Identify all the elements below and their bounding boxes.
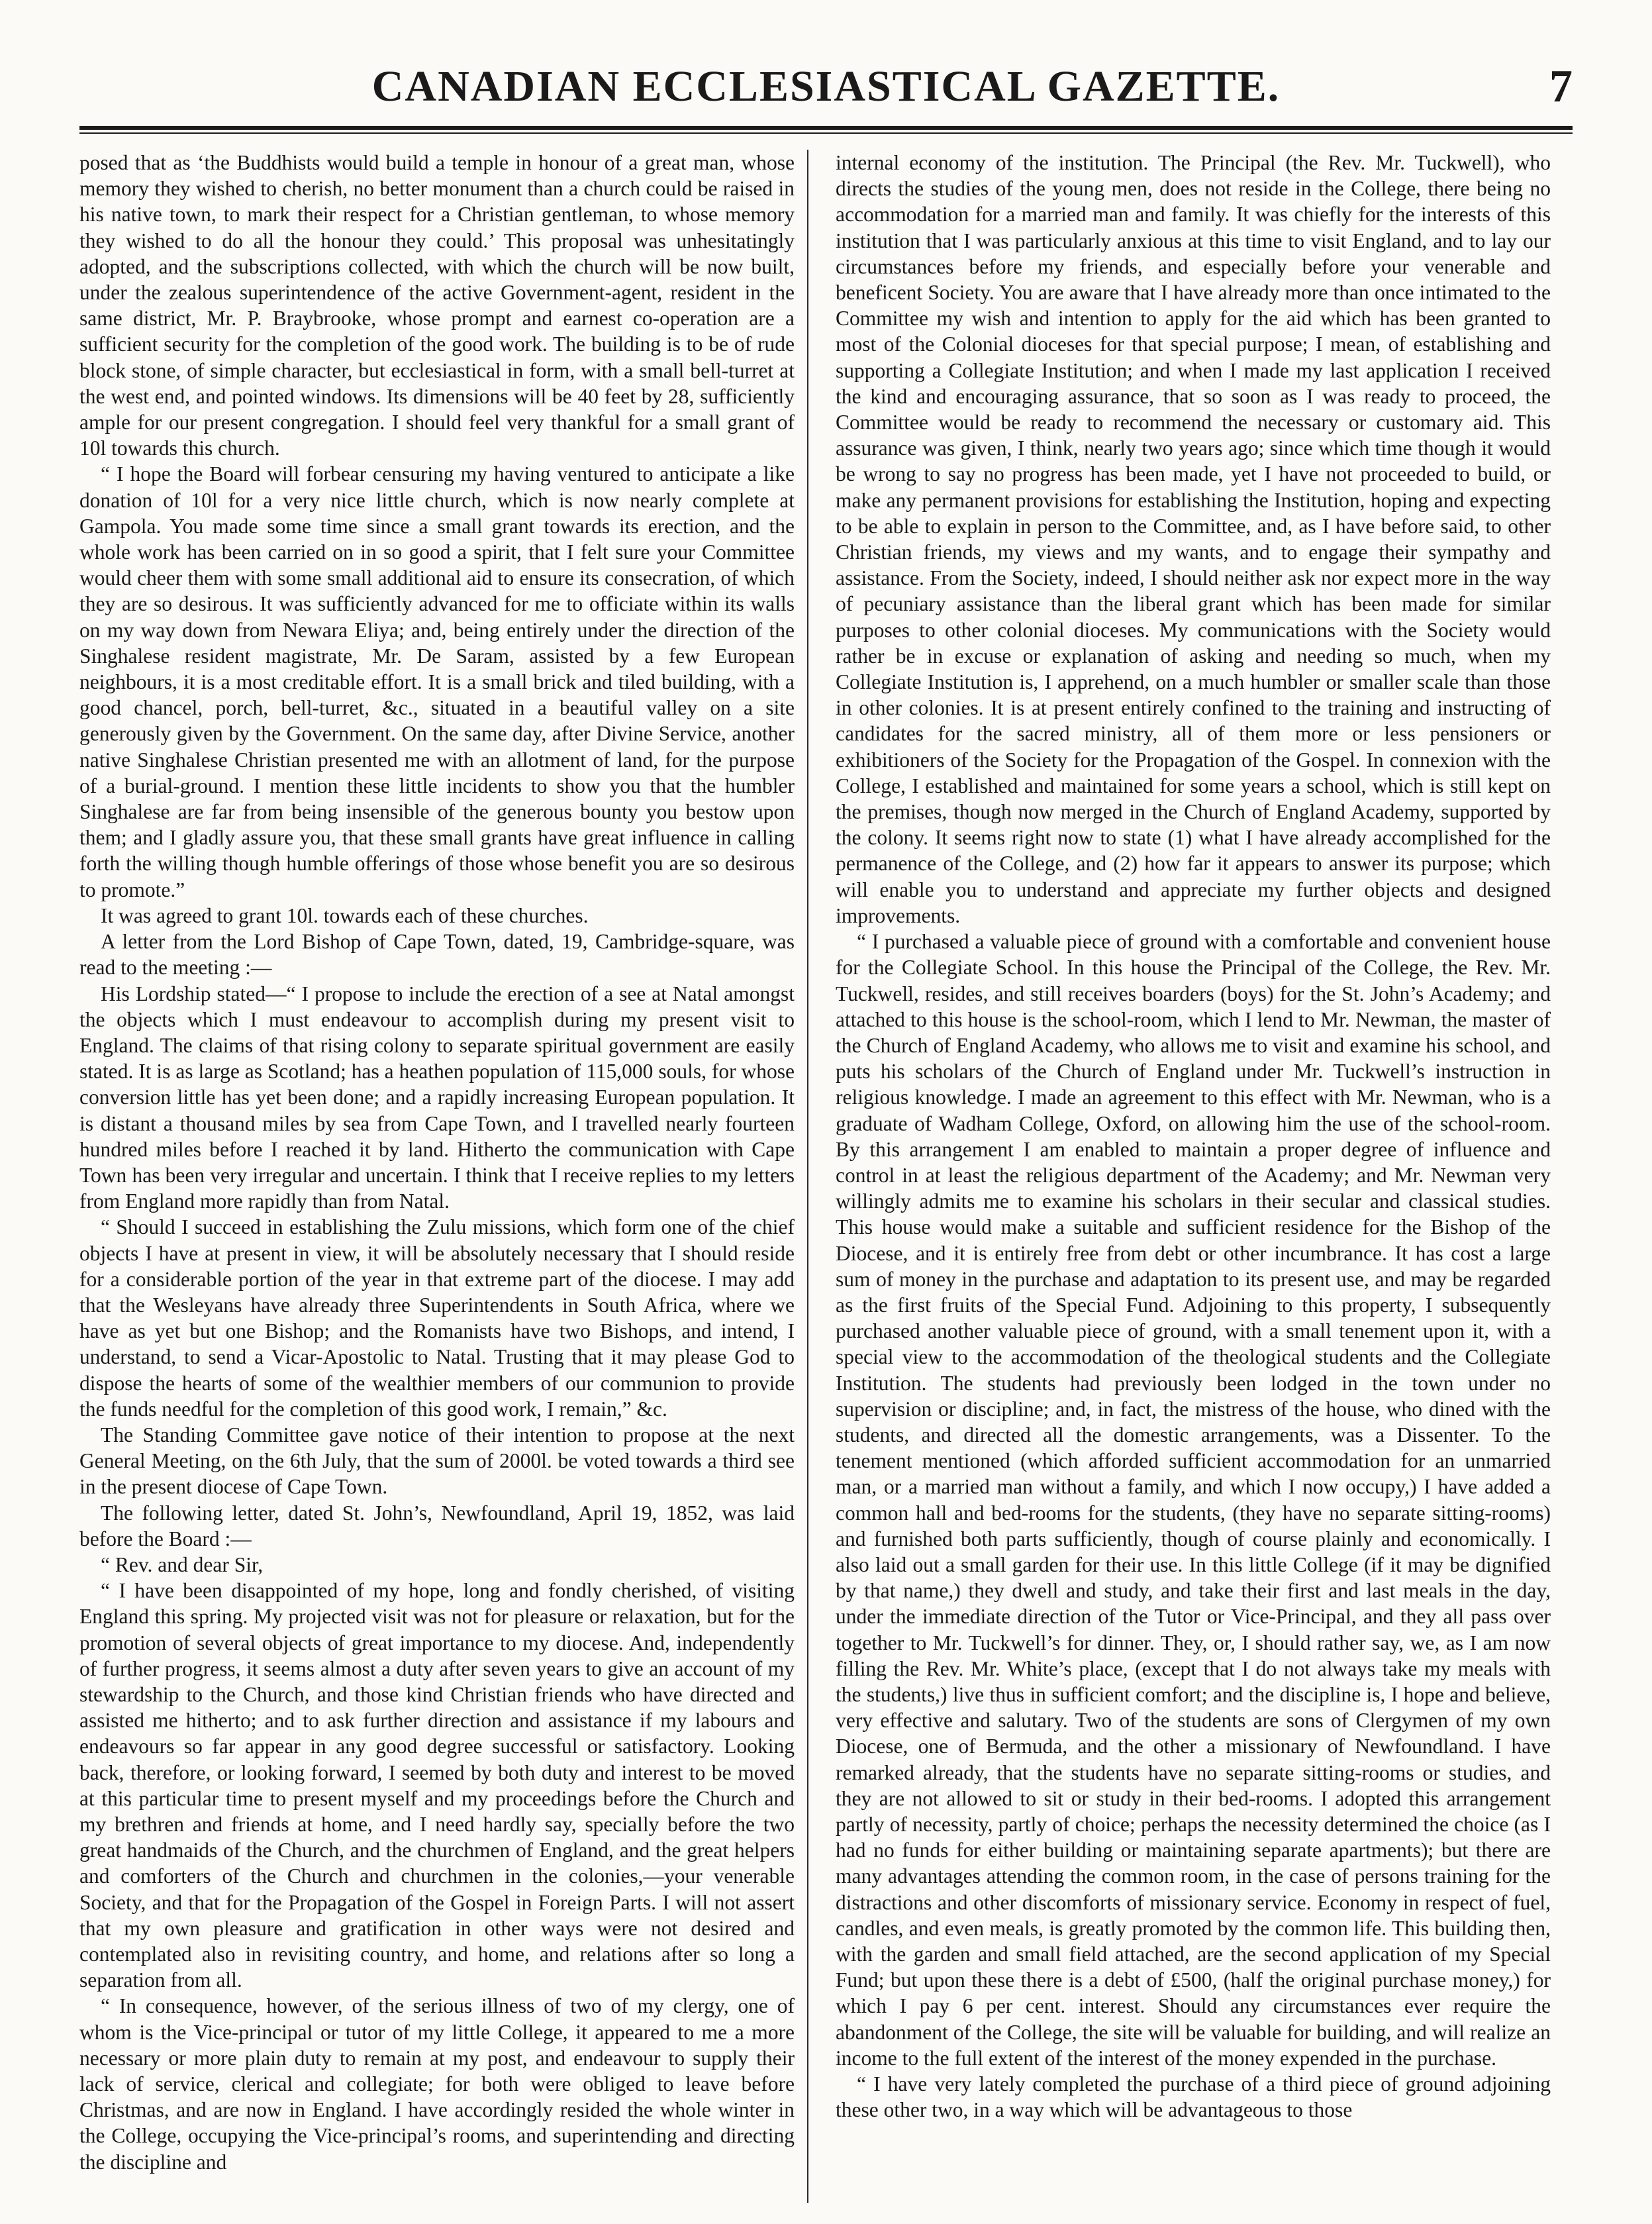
paragraph: posed that as ‘the Buddhists would build a temple in honour of a great man, whose memory they wished to cherish, no better monument than a church could be raised in his native town, to mark their respect for a Christian gentleman, to whose memory they wished to do all the honour they could.’ This proposal was unhesitatingly adopted, and the subscriptions collected, with which the church will be now built, under the zealous superintendence of the active Government-agent, resident in the same district, Mr. P. Braybrooke, whose prompt and earnest co-operation are a sufficient security for the completion of the good work. The building is to be of rude block stone, of simple character, but ecclesiastical in form, with a small bell-turret at the west end, and pointed windows. Its dimensions will be 40 feet by 28, sufficiently ample for our present congregation. I should feel very thankful for a small grant of 10l towards this church. <box>79 151 795 460</box>
paragraph: His Lordship stated—“ I propose to include the erection of a see at Natal amongst the objects which I must endeavour to accomplish during my present visit to England. The claims of that rising colony to separate spiritual government are easily stated. It is as large as Scotland; has a heathen population of 115,000 souls, for whose conversion little has yet been done; and a rapidly increasing European population. It is distant a thousand miles by sea from Cape Town, and I travelled nearly fourteen hundred miles before I reached it by land. Hitherto the communication with Cape Town has been very irregular and uncertain. I think that I receive replies to my letters from England more rapidly than from Natal. <box>79 982 795 1213</box>
paragraph: internal economy of the institution. The Principal (the Rev. Mr. Tuckwell), who directs the studies of the young men, does not reside in the College, there being no accommodation for a married man and family. It was chiefly for the interests of this institution that I was particularly anxious at this time to visit England, and to lay our circumstances before my friends, and especially before your venerable and beneficent Society. You are aware that I have already more than once intimated to the Committee my wish and intention to apply for the aid which has been granted to most of the Colonial dioceses for that special purpose; I mean, of establishing and supporting a Collegiate Institution; and when I made my last application I received the kind and encouraging assurance, that so soon as I was ready to proceed, the Committee would be ready to recommend the necessary or customary aid. This assurance was given, I think, nearly two years ago; since which time though it would be wrong to say no progress has been made, yet I have not proceeded to build, or make any permanent provisions for establishing the Institution, hoping and expecting to be able to explain in person to the Committee, and, as I have before said, to other Christian friends, my views and my wants, and to engage their sympathy and assistance. From the Society, indeed, I should neither ask nor expect more in the way of pecuniary assistance than the liberal grant which has been made for similar purposes to other colonial dioceses. My communications with the Society would rather be in excuse or explanation of asking and needing so much, when my Collegiate Institution is, I apprehend, on a much humbler or smaller scale than those in other colonies. It is at present entirely confined to the training and instructing of candidates for the sacred ministry, all of them more or less pensioners or exhibitioners of the Society for the Propagation of the Gospel. In connexion with the College, I established and maintained for some years a school, which is still kept on the premises, though now merged in the Church of England Academy, supported by the colony. It seems right now to state (1) what I have already accomplished for the permanence of the College, and (2) how far it appears to answer its purpose; which will enable you to understand and appreciate my further objects and designed improvements. <box>836 151 1551 927</box>
paragraph: “ Should I succeed in establishing the Zulu missions, which form one of the chief objects I have at present in view, it will be absolutely necessary that I should reside for a considerable portion of the year in that extreme part of the diocese. I may add that the Wesleyans have already three Superintendents in South Africa, where we have as yet but one Bishop; and the Romanists have two Bishops, and intend, I understand, to send a Vicar-Apostolic to Natal. Trusting that it may please God to dispose the hearts of some of the wealthier members of our communion to provide the funds needful for the completion of this good work, I remain,” &c. <box>79 1215 795 1421</box>
masthead-rule-thin <box>79 132 1573 134</box>
paragraph: “ In consequence, however, of the serious illness of two of my clergy, one of whom is the Vice-principal or tutor of my little College, it appeared to me a more necessary or more plain duty to remain at my post, and endeavour to supply their lack of service, clerical and collegiate; for both were obliged to leave before Christmas, and are now in England. I have accordingly resided the whole winter in the College, occupying the Vice-principal’s rooms, and superintending and directing the discipline and <box>79 1994 795 2174</box>
paragraph: “ I have been disappointed of my hope, long and fondly cherished, of visiting England this spring. My projected visit was not for pleasure or relaxation, but for the promotion of several objects of great importance to my diocese. And, independently of further progress, it seems almost a duty after seven years to give an account of my stewardship to the Church, and those kind Christian friends who have directed and assisted me hitherto; and to ask further direction and assistance if my labours and endeavours so far appear in any good degree successful or satisfactory. Looking back, therefore, or looking forward, I seemed by both duty and interest to be moved at this particular time to present myself and my proceedings before the Church and my brethren and friends at home, and I need hardly say, specially before the two great handmaids of the Church, and the churchmen of England, and the great helpers and comforters of the Church and churchmen in the colonies,—your venerable Society, and that for the Propagation of the Gospel in Foreign Parts. I will not assert that my own pleasure and gratification in other ways were not desired and contemplated also in revisiting country, and home, and relations after so long a separation from all. <box>79 1579 795 1992</box>
masthead <box>79 57 1573 117</box>
paragraph: A letter from the Lord Bishop of Cape Town, dated, 19, Cambridge-square, was read to the meeting :— <box>79 930 795 980</box>
paragraph: “ I purchased a valuable piece of ground with a comfortable and convenient house for the Collegiate School. In this house the Principal of the College, the Rev. Mr. Tuckwell, resides, and still receives boarders (boys) for the St. John’s Academy; and attached to this house is the school-room, which I lend to Mr. Newman, the master of the Church of England Academy, who allows me to visit and examine his school, and puts his scholars of the Church of England under Mr. Tuckwell’s instruction in religious knowledge. I made an agreement to this effect with Mr. Newman, who is a graduate of Wadham College, Oxford, on allowing him the use of the school-room. By this arrangement I am enabled to maintain a proper degree of influence and control in at least the religious department of the Academy; and Mr. Newman very willingly admits me to examine his scholars in their secular and classical studies. This house would make a suitable and sufficient residence for the Bishop of the Diocese, and it is entirely free from debt or other incumbrance. It has cost a large sum of money in the purchase and adaptation to its present use, and may be regarded as the first fruits of the Special Fund. Adjoining to this property, I subsequently purchased another valuable piece of ground, with a small tenement upon it, with a special view to the accommodation of the theological students and the Collegiate Institution. The students had previously been lodged in the town under no supervision or discipline; and, in fact, the mistress of the house, who dined with the students, and directed all the domestic arrangements, was a Dissenter. To the tenement mentioned (which afforded sufficient accommodation for an unmarried man, or a married man without a family, and which I now occupy,) I have added a common hall and bed-rooms for the students, (they have no separate sitting-rooms) and furnished both parts sufficiently, though of course plainly and economically. I also laid out a small garden for their use. In this little College (if it may be dignified by that name,) they dwell and study, and take their first and last meals in the day, under the immediate direction of the Tutor or Vice-Principal, and they all pass over together to Mr. Tuckwell’s for dinner. They, or, I should rather say, we, as I am now filling the Rev. Mr. White’s place, (except that I do not always take my meals with the students,) live thus in sufficient comfort; and the discipline is, I hope and believe, very effective and salutary. Two of the students are sons of Clergymen of my own Diocese, one of Bermuda, and the other a missionary of Newfoundland. I have remarked already, that the students have no separate sitting-rooms or studies, and they are not allowed to sit or study in their bed-rooms. I adopted this arrangement partly of necessity, partly of choice; perhaps the necessity determined the choice (as I had no funds for either building or maintaining separate apartments); but there are many advantages attending the common room, in the case of persons training for the distractions and other discomforts of missionary service. Economy in respect of fuel, candles, and even meals, is greatly promoted by the common life. This building then, with the garden and small field attached, are the second application of my Special Fund; but upon these there is a debt of £500, (half the original purchase money,) for which I pay 6 per cent. interest. Should any circumstances ever require the abandonment of the College, the site will be valuable for building, and will realize an income to the full extent of the interest of the money expended in the purchase. <box>836 930 1551 2070</box>
paragraph: It was agreed to grant 10l. towards each of these churches. <box>101 903 589 927</box>
masthead-rule <box>79 126 1573 130</box>
page-number: 7 <box>1549 61 1573 112</box>
paragraph: “ I have very lately completed the purchase of a third piece of ground adjoining these other two, in a way which will be advantageous to those <box>836 2072 1551 2122</box>
paragraph: The following letter, dated St. John’s, Newfoundland, April 19, 1852, was laid before the Board :— <box>79 1501 795 1550</box>
paragraph: “ I hope the Board will forbear censuring my having ventured to anticipate a like donation of 10l for a very nice little church, which is now nearly complete at Gampola. You made some time since a small grant towards its erection, and the whole work has been carried on in so good a spirit, that I felt sure your Committee would cheer them with some small additional aid to ensure its consecration, of which they are so desirous. It was sufficiently advanced for me to officiate within its walls on my way down from Newara Eliya; and, being entirely under the direction of the Singhalese resident magistrate, Mr. De Saram, assisted by a few European neighbours, it is a most creditable effort. It is a small brick and tiled building, with a good chancel, porch, bell-turret, &c., situated in a beautiful valley on a site generously given by the Government. On the same day, after Divine Service, another native Singhalese Christian presented me with an allotment of land, for the purpose of a burial-ground. I mention these little incidents to show you that the humbler Singhalese are far from being insensible of the generous bounty you bestow upon them; and I gladly assure you, that these small grants have great influence in calling forth the willing though humble offerings of those whose benefit you are so desirous to promote.” <box>79 462 795 901</box>
column-divider <box>807 150 808 2203</box>
right-column <box>836 150 1551 2203</box>
masthead-title: CANADIAN ECCLESIASTICAL GAZETTE. <box>371 62 1281 111</box>
paragraph: The Standing Committee gave notice of their intention to propose at the next General Meeting, on the 6th July, that the sum of 2000l. be voted towards a third see in the present diocese of Cape Town. <box>79 1423 795 1499</box>
left-column <box>79 150 795 2203</box>
paragraph: “ Rev. and dear Sir, <box>101 1552 264 1576</box>
